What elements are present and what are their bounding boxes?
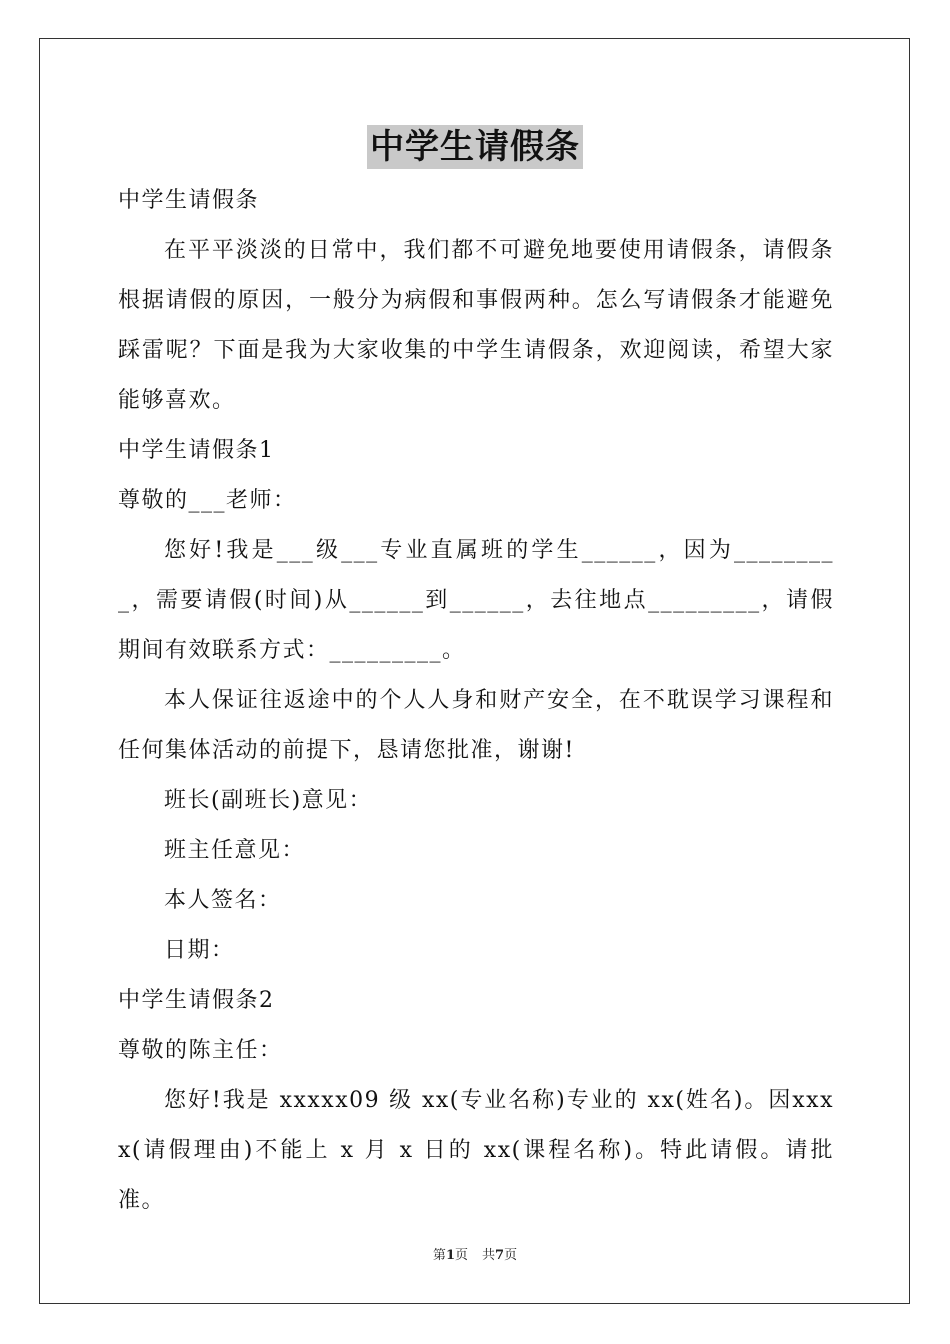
paragraph-heading: 中学生请假条 xyxy=(118,188,260,213)
footer-total-unit: 页 xyxy=(504,1248,518,1263)
salutation-2: 尊敬的陈主任： xyxy=(118,1038,283,1063)
monitor-opinion-line: 班长(副班长)意见： xyxy=(164,788,373,813)
title-container xyxy=(0,125,950,169)
footer-total-pages: 7 xyxy=(495,1248,505,1263)
footer-page-number: 1 xyxy=(445,1248,455,1263)
paragraph-request-1: 您好!我是___级___专业直属班的学生______，因为_________，需要请假(时间)从______到______，去往地点_________，请假期间有效联系方式：_________。 xyxy=(118,538,834,663)
document-body xyxy=(118,176,834,1226)
footer-prefix: 第 xyxy=(432,1248,446,1263)
section-heading-1: 中学生请假条1 xyxy=(118,438,275,463)
document-title: 中学生请假条 xyxy=(367,125,583,169)
paragraph-guarantee: 本人保证往返途中的个人人身和财产安全，在不耽误学习课程和任何集体活动的前提下，恳请您批准，谢谢! xyxy=(118,688,834,763)
paragraph-intro: 在平平淡淡的日常中，我们都不可避免地要使用请假条，请假条根据请假的原因，一般分为病假和事假两种。怎么写请假条才能避免踩雷呢？下面是我为大家收集的中学生请假条，欢迎阅读，希望大家能够喜欢。 xyxy=(118,238,834,413)
footer-total-prefix: 共 xyxy=(482,1248,496,1263)
footer-page-unit: 页 xyxy=(454,1248,468,1263)
section-heading-2: 中学生请假条2 xyxy=(118,988,275,1013)
salutation-1: 尊敬的___老师： xyxy=(118,488,297,513)
signature-line: 本人签名： xyxy=(164,888,282,913)
date-line: 日期： xyxy=(164,938,235,963)
teacher-opinion-line: 班主任意见： xyxy=(164,838,306,863)
paragraph-request-2: 您好!我是 xxxxx09 级 xx(专业名称)专业的 xx(姓名)。因xxxx(请假理由)不能上 x 月 x 日的 xx(课程名称)。特此请假。请批准。 xyxy=(118,1088,834,1213)
page-footer xyxy=(0,1247,950,1265)
